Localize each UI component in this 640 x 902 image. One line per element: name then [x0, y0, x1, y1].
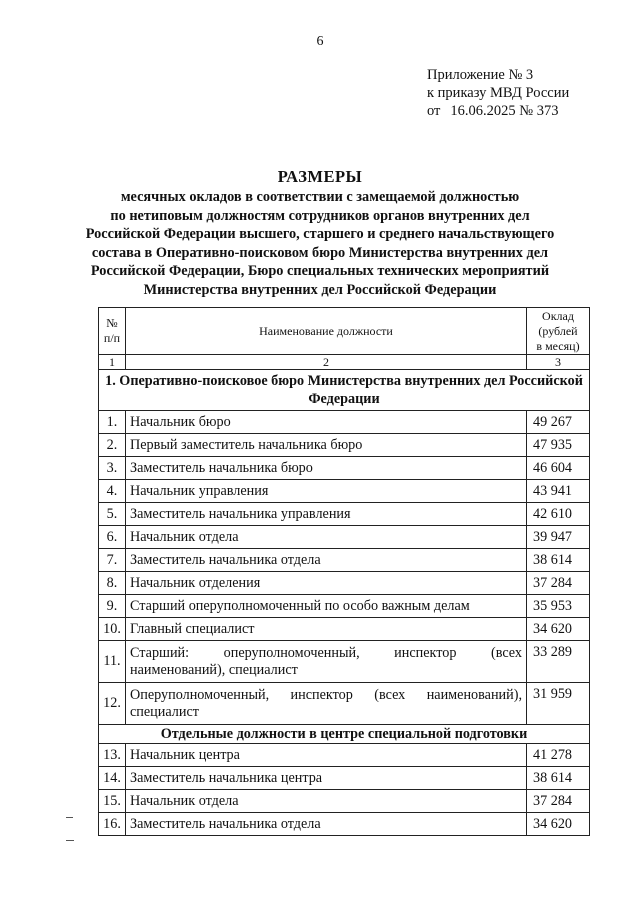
appendix-block	[427, 66, 569, 120]
position-name: Оперуполномоченный, инспектор (всех наименований), специалист	[126, 683, 527, 725]
salary-value: 42 610	[527, 503, 590, 526]
table-row	[99, 618, 590, 641]
appendix-date: 16.06.2025 № 373	[450, 103, 559, 119]
salary-value: 31 959	[527, 683, 590, 725]
table-row	[99, 641, 590, 683]
salary-value: 34 620	[527, 618, 590, 641]
row-number: 1.	[99, 411, 126, 434]
page-number: 6	[316, 34, 324, 49]
table-row	[99, 526, 590, 549]
index-cell: 1	[99, 355, 126, 370]
section-heading-text: 1. Оперативно-поисковое бюро Министерства внутренних дел Российской Федерации	[99, 370, 590, 411]
salary-value: 38 614	[527, 767, 590, 790]
row-number: 6.	[99, 526, 126, 549]
position-name: Заместитель начальника отдела	[126, 549, 527, 572]
salary-table	[98, 307, 590, 836]
margin-mark	[66, 840, 74, 841]
table-row	[99, 572, 590, 595]
title-line-5: Российской Федерации, Бюро специальных технических мероприятий	[90, 263, 550, 279]
salary-value: 37 284	[527, 572, 590, 595]
position-name: Заместитель начальника центра	[126, 767, 527, 790]
position-name: Начальник бюро	[126, 411, 527, 434]
row-number: 8.	[99, 572, 126, 595]
salary-value: 35 953	[527, 595, 590, 618]
table-header-row	[99, 308, 590, 355]
document-title	[60, 166, 580, 299]
title-line-4: состава в Оперативно-поисковом бюро Министерства внутренних дел	[91, 244, 549, 261]
salary-value: 46 604	[527, 457, 590, 480]
table-row	[99, 549, 590, 572]
position-name: Начальник отделения	[126, 572, 527, 595]
position-name: Первый заместитель начальника бюро	[126, 434, 527, 457]
position-name: Главный специалист	[126, 618, 527, 641]
section-heading-2	[99, 725, 590, 744]
margin-mark	[66, 817, 73, 818]
position-name: Начальник центра	[126, 744, 527, 767]
row-number: 10.	[99, 618, 126, 641]
salary-value: 33 289	[527, 641, 590, 683]
header-num: № п/п	[99, 308, 126, 355]
salary-value: 49 267	[527, 411, 590, 434]
title-line-6: Министерства внутренних дел Российской Федерации	[143, 281, 497, 298]
salary-value: 34 620	[527, 813, 590, 836]
position-name: Старший: оперуполномоченный, инспектор (всех наименований), специалист	[126, 641, 527, 683]
appendix-line-1: Приложение № 3	[427, 67, 534, 83]
table-row	[99, 457, 590, 480]
appendix-date-prefix: от	[427, 103, 441, 119]
title-line-2: по нетиповым должностям сотрудников органов внутренних дел	[110, 207, 530, 224]
row-number: 12.	[99, 683, 126, 725]
position-name: Старший оперуполномоченный по особо важным делам	[126, 595, 527, 618]
table-row	[99, 767, 590, 790]
table-index-row	[99, 355, 590, 370]
salary-value: 41 278	[527, 744, 590, 767]
table-row	[99, 480, 590, 503]
row-number: 11.	[99, 641, 126, 683]
salary-value: 37 284	[527, 790, 590, 813]
table-row	[99, 813, 590, 836]
appendix-line-2: к приказу МВД России	[427, 85, 570, 101]
appendix-date-line	[427, 102, 569, 120]
header-name: Наименование должности	[126, 308, 527, 355]
table-row	[99, 503, 590, 526]
position-name: Заместитель начальника бюро	[126, 457, 527, 480]
salary-value: 39 947	[527, 526, 590, 549]
salary-value: 47 935	[527, 434, 590, 457]
salary-value: 43 941	[527, 480, 590, 503]
table-row	[99, 595, 590, 618]
position-name: Начальник управления	[126, 480, 527, 503]
row-number: 16.	[99, 813, 126, 836]
row-number: 3.	[99, 457, 126, 480]
row-number: 2.	[99, 434, 126, 457]
row-number: 13.	[99, 744, 126, 767]
row-number: 5.	[99, 503, 126, 526]
row-number: 15.	[99, 790, 126, 813]
title-line-1: месячных окладов в соответствии с замещаемой должностью	[120, 189, 520, 205]
row-number: 9.	[99, 595, 126, 618]
title-main: РАЗМЕРЫ	[277, 167, 363, 186]
row-number: 7.	[99, 549, 126, 572]
section-heading-text: Отдельные должности в центре специальной подготовки	[99, 725, 590, 744]
title-line-3: Российской Федерации высшего, старшего и среднего начальствующего	[85, 226, 555, 242]
table-row	[99, 411, 590, 434]
table-row	[99, 744, 590, 767]
position-name: Начальник отдела	[126, 790, 527, 813]
position-name: Заместитель начальника отдела	[126, 813, 527, 836]
table-row	[99, 434, 590, 457]
table-row	[99, 790, 590, 813]
position-name: Начальник отдела	[126, 526, 527, 549]
row-number: 4.	[99, 480, 126, 503]
table-row	[99, 683, 590, 725]
index-cell: 3	[527, 355, 590, 370]
index-cell: 2	[126, 355, 527, 370]
section-heading-1	[99, 370, 590, 411]
header-salary: Оклад (рублей в месяц)	[527, 308, 590, 355]
position-name: Заместитель начальника управления	[126, 503, 527, 526]
row-number: 14.	[99, 767, 126, 790]
salary-value: 38 614	[527, 549, 590, 572]
